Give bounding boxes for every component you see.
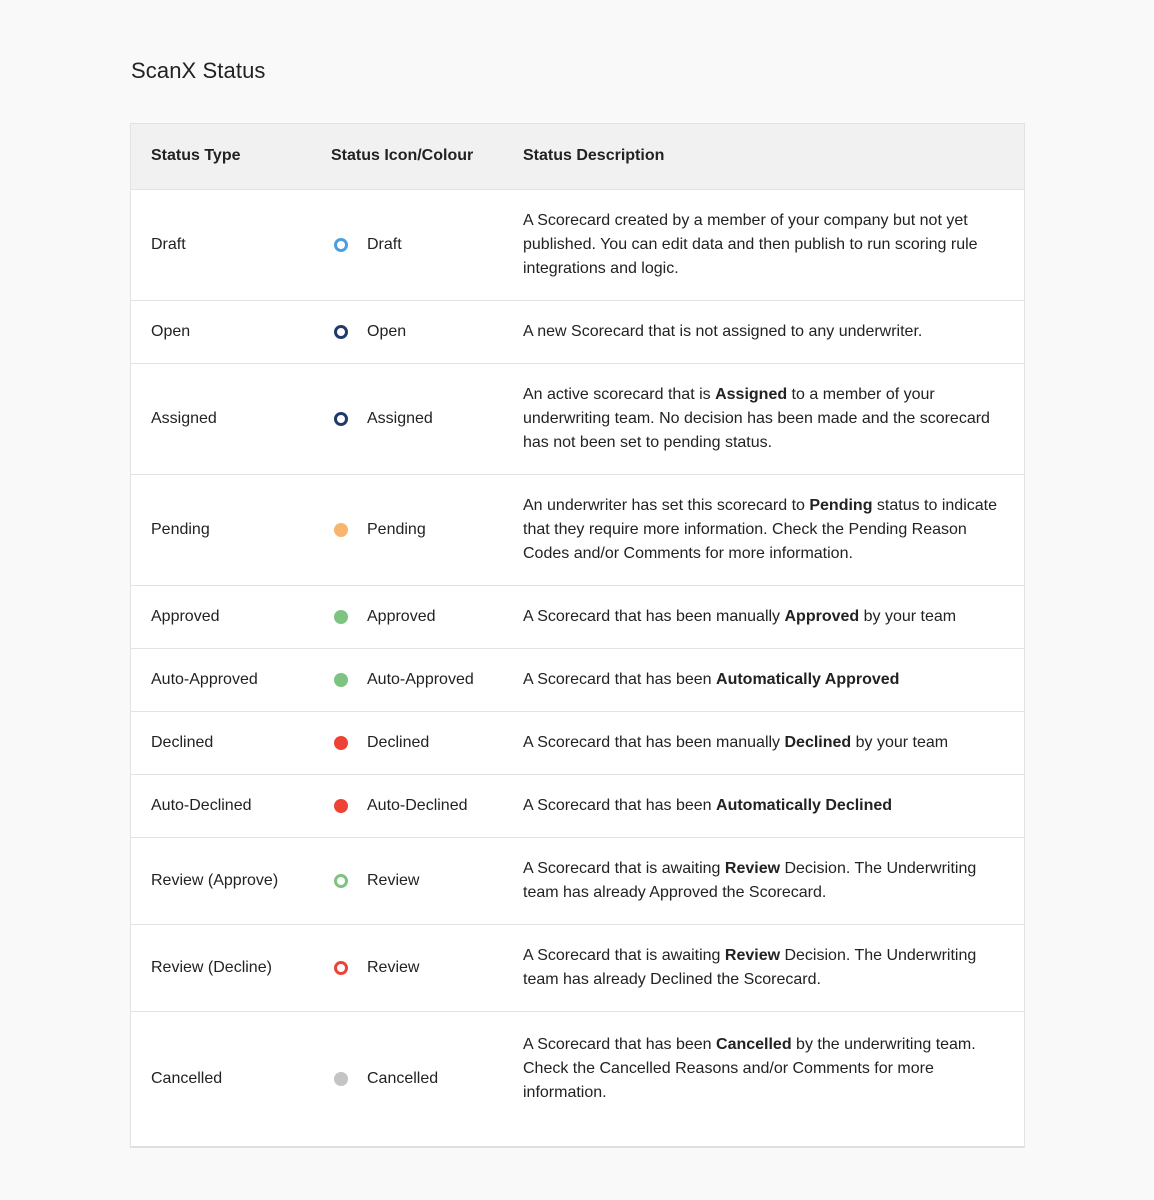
filled-circle-icon xyxy=(334,610,348,624)
status-icon-label: Cancelled xyxy=(367,1069,439,1087)
description-emphasis: Review xyxy=(724,946,781,964)
column-header-status-description: Status Description xyxy=(503,124,1024,189)
status-icon-cell xyxy=(311,474,503,585)
description-emphasis: Review xyxy=(724,859,781,877)
description-text: by your team xyxy=(851,733,949,751)
status-type-cell: Auto-Declined xyxy=(131,774,311,837)
status-icon-cell xyxy=(311,300,503,363)
hollow-circle-icon xyxy=(334,412,348,426)
description-text: A Scorecard that has been xyxy=(523,796,717,814)
status-description-cell xyxy=(503,774,1024,837)
status-type-cell: Approved xyxy=(131,585,311,648)
description-emphasis: Declined xyxy=(784,733,852,751)
description-text: A Scorecard that is awaiting xyxy=(523,946,725,964)
status-icon-cell xyxy=(311,774,503,837)
hollow-circle-icon xyxy=(334,874,348,888)
status-icon-label: Review xyxy=(367,958,420,976)
status-type-cell: Declined xyxy=(131,711,311,774)
filled-circle-icon xyxy=(334,673,348,687)
description-emphasis: Automatically Approved xyxy=(716,670,900,688)
table-row xyxy=(131,711,1024,774)
table-row xyxy=(131,1011,1024,1146)
status-icon-label: Auto-Approved xyxy=(367,670,474,688)
hollow-circle-icon xyxy=(334,961,348,975)
description-emphasis: Cancelled xyxy=(716,1035,792,1053)
description-emphasis: Automatically Declined xyxy=(716,796,893,814)
status-icon-label: Open xyxy=(367,322,407,340)
status-description-cell xyxy=(503,585,1024,648)
status-description-cell xyxy=(503,1011,1024,1146)
table-row xyxy=(131,189,1024,300)
description-text: A Scorecard that has been xyxy=(523,670,717,688)
status-type-cell: Pending xyxy=(131,474,311,585)
status-table-header xyxy=(131,124,1024,189)
description-text: An active scorecard that is xyxy=(523,385,716,403)
status-description-cell xyxy=(503,300,1024,363)
status-description-cell xyxy=(503,711,1024,774)
status-icon-label: Declined xyxy=(367,733,430,751)
description-text: by your team xyxy=(859,607,957,625)
description-text: A Scorecard that is awaiting xyxy=(523,859,725,877)
column-header-status-icon: Status Icon/Colour xyxy=(311,124,503,189)
description-text: to a member of your underwriting team. No decision has been made and the scorecard has not been set to pending status. xyxy=(523,385,990,451)
status-type-cell: Review (Approve) xyxy=(131,837,311,924)
status-icon-label: Approved xyxy=(367,607,436,625)
status-type-cell: Cancelled xyxy=(151,1069,223,1087)
status-type-cell: Draft xyxy=(131,189,311,300)
status-description-cell xyxy=(503,474,1024,585)
filled-circle-icon xyxy=(334,736,348,750)
status-icon-cell xyxy=(311,924,503,1011)
status-icon-cell xyxy=(311,189,503,300)
description-text: A Scorecard created by a member of your company but not yet published. You can edit data and then publish to run scoring rule integrations and logic. xyxy=(523,211,978,277)
description-text: A Scorecard that has been xyxy=(523,1035,717,1053)
table-row xyxy=(131,837,1024,924)
status-description-cell xyxy=(503,648,1024,711)
hollow-circle-icon xyxy=(334,325,348,339)
description-text: A new Scorecard that is not assigned to any underwriter. xyxy=(523,322,923,340)
description-text: Decision. The Underwriting team has already Declined the Scorecard. xyxy=(523,946,977,988)
description-text: by the underwriting team. Check the Cancelled Reasons and/or Comments for more information. xyxy=(523,1035,976,1101)
description-text: A Scorecard that has been manually xyxy=(523,733,785,751)
status-type-cell: Open xyxy=(131,300,311,363)
status-description-cell xyxy=(503,363,1024,474)
header-row xyxy=(131,124,1024,189)
status-table-container xyxy=(130,123,1025,1148)
page-title: ScanX Status xyxy=(131,58,266,83)
description-text: status to indicate that they require more information. Check the Pending Reason Codes and/or Comments for more information. xyxy=(523,496,997,562)
status-icon-cell xyxy=(311,1011,503,1146)
status-table xyxy=(131,124,1024,1146)
description-emphasis: Assigned xyxy=(715,385,788,403)
status-icon-cell xyxy=(311,648,503,711)
table-row xyxy=(131,474,1024,585)
status-type-cell: Assigned xyxy=(131,363,311,474)
status-icon-cell xyxy=(311,585,503,648)
column-header-status-type: Status Type xyxy=(131,124,311,189)
status-type-cell: Review (Decline) xyxy=(131,924,311,1011)
description-emphasis: Pending xyxy=(809,496,873,514)
status-icon-label: Draft xyxy=(367,235,402,253)
status-type-cell: Auto-Approved xyxy=(131,648,311,711)
filled-circle-icon xyxy=(334,799,348,813)
description-text: A Scorecard that has been manually xyxy=(523,607,785,625)
table-row xyxy=(131,363,1024,474)
description-text: An underwriter has set this scorecard to xyxy=(523,496,810,514)
status-icon-label: Pending xyxy=(367,520,426,538)
status-icon-cell xyxy=(311,837,503,924)
status-icon-cell xyxy=(311,711,503,774)
table-row xyxy=(131,300,1024,363)
status-table-body xyxy=(131,189,1024,1146)
status-description-cell xyxy=(503,837,1024,924)
status-icon-label: Auto-Declined xyxy=(367,796,468,814)
table-row xyxy=(131,774,1024,837)
filled-circle-icon xyxy=(334,1072,348,1086)
description-text: Decision. The Underwriting team has already Approved the Scorecard. xyxy=(523,859,977,901)
description-emphasis: Approved xyxy=(784,607,860,625)
status-description-cell xyxy=(503,924,1024,1011)
status-icon-label: Assigned xyxy=(367,409,433,427)
hollow-circle-icon xyxy=(334,238,348,252)
table-row xyxy=(131,585,1024,648)
status-description-cell xyxy=(503,189,1024,300)
table-row xyxy=(131,648,1024,711)
filled-circle-icon xyxy=(334,523,348,537)
status-icon-label: Review xyxy=(367,871,420,889)
table-row xyxy=(131,924,1024,1011)
status-icon-cell xyxy=(311,363,503,474)
